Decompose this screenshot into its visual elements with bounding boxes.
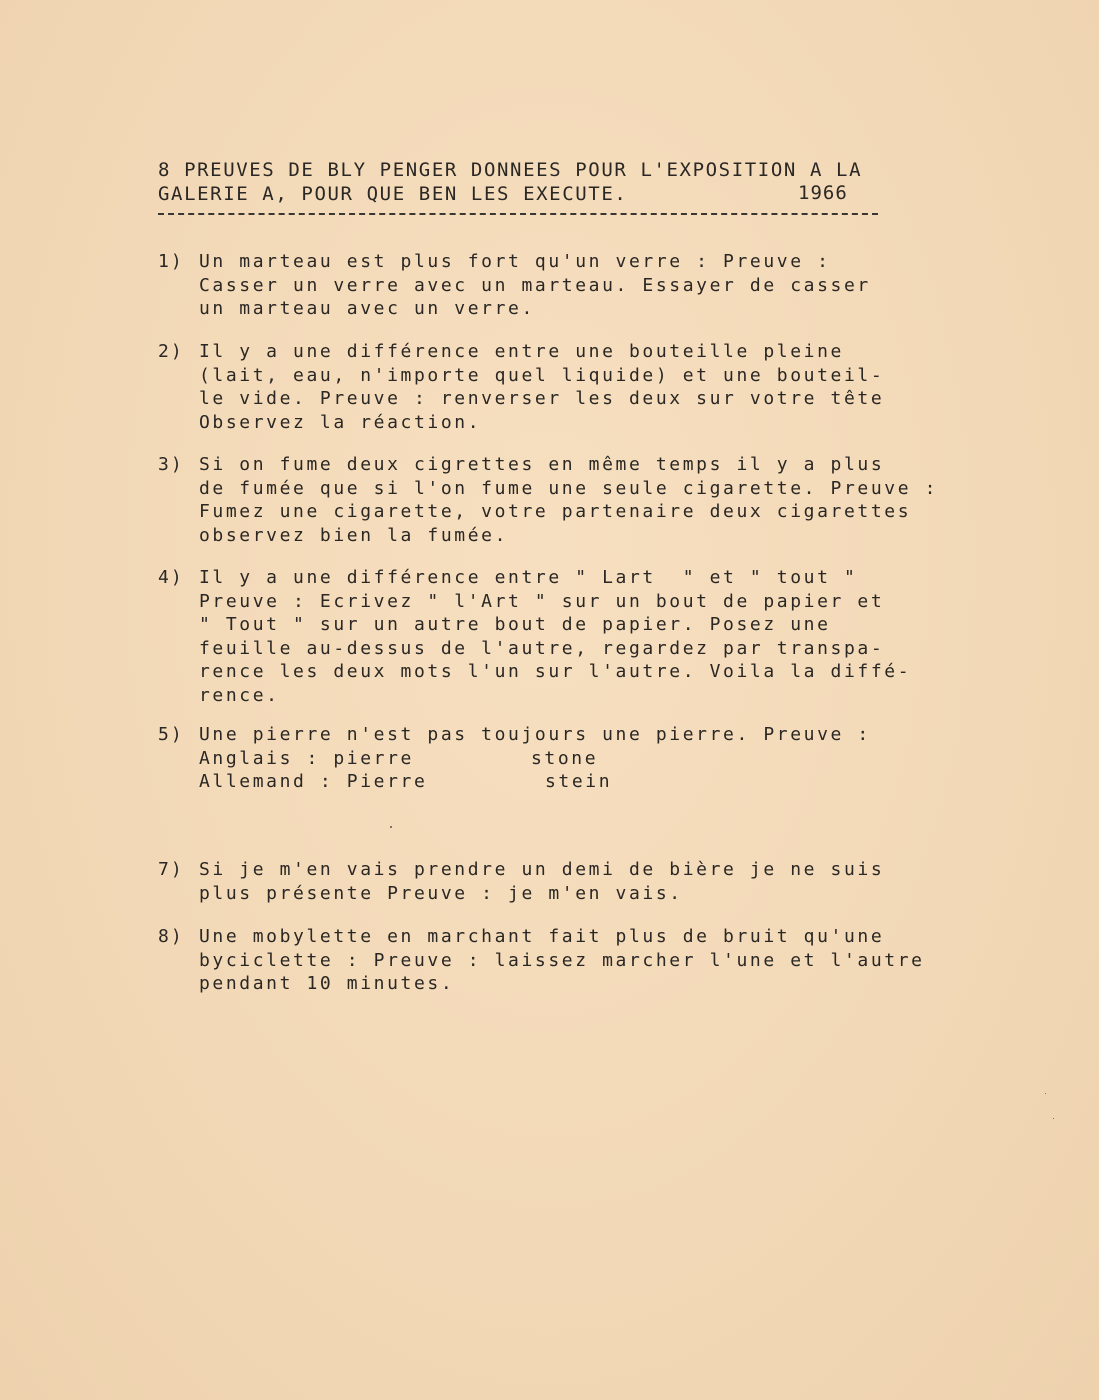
item-number: 8): [158, 926, 184, 947]
dashed-divider: [158, 213, 878, 215]
header-line-2: GALERIE A, POUR QUE BEN LES EXECUTE.: [158, 183, 628, 205]
item-number: 2): [158, 341, 184, 362]
translation-target: stein: [545, 771, 613, 792]
item-line: rence.: [199, 684, 280, 706]
item-line: Un marteau est plus fort qu'un verre : Preuve :: [199, 251, 831, 272]
document-header: [158, 158, 888, 206]
item-line: feuille au-dessus de l'autre, regardez par transpa-: [199, 637, 885, 659]
item-number: 4): [158, 567, 184, 588]
item-number: 5): [158, 724, 184, 745]
translation-source: Anglais : pierre: [199, 747, 414, 769]
item-line: de fumée que si l'on fume une seule cigarette. Preuve :: [199, 477, 939, 499]
item-line: rence les deux mots l'un sur l'autre. Voila la diffé-: [199, 661, 912, 682]
item-line: pendant 10 minutes.: [199, 973, 455, 994]
item-number: 3): [158, 454, 184, 475]
ink-speck: [1045, 1093, 1046, 1094]
item-line: un marteau avec un verre.: [199, 298, 535, 319]
item-line: Preuve : Ecrivez " l'Art " sur un bout de papier et: [199, 590, 885, 612]
item-line: Si je m'en vais prendre un demi de bière je ne suis: [199, 859, 885, 880]
item-number: 7): [158, 859, 184, 880]
header-line-1: 8 PREUVES DE BLY PENGER DONNEES POUR L'EXPOSITION A LA: [158, 159, 863, 181]
item-line: Il y a une différence entre une bouteille pleine: [199, 341, 844, 362]
item-line: Si on fume deux cigrettes en même temps il y a plus: [199, 454, 885, 475]
item-line: Il y a une différence entre " Lart " et " tout ": [199, 567, 858, 588]
item-line: plus présente Preuve : je m'en vais.: [199, 882, 683, 904]
translation-source: Allemand : Pierre: [199, 771, 428, 792]
translation-target: stone: [531, 747, 599, 769]
item-line: Une pierre n'est pas toujours une pierre. Preuve :: [199, 724, 871, 745]
translation-row: [199, 770, 939, 794]
item-line: " Tout " sur un autre bout de papier. Posez une: [199, 614, 831, 635]
item-line: Fumez une cigarette, votre partenaire deux cigarettes: [199, 501, 912, 522]
item-line: le vide. Preuve : renverser les deux sur votre tête: [199, 388, 885, 409]
item-number: 1): [158, 251, 184, 272]
item-line: Une mobylette en marchant fait plus de bruit qu'une: [199, 926, 885, 947]
header-year: 1966: [798, 182, 848, 204]
translation-row: [199, 747, 939, 771]
item-line: (lait, eau, n'importe quel liquide) et une bouteil-: [199, 364, 885, 386]
ink-speck: [390, 826, 392, 828]
item-line: Casser un verre avec un marteau. Essayer de casser: [199, 274, 871, 296]
item-line: Observez la réaction.: [199, 411, 482, 433]
item-line: byciclette : Preuve : laissez marcher l'une et l'autre: [199, 949, 925, 971]
ink-speck: [1053, 1118, 1054, 1119]
item-line: observez bien la fumée.: [199, 524, 509, 546]
